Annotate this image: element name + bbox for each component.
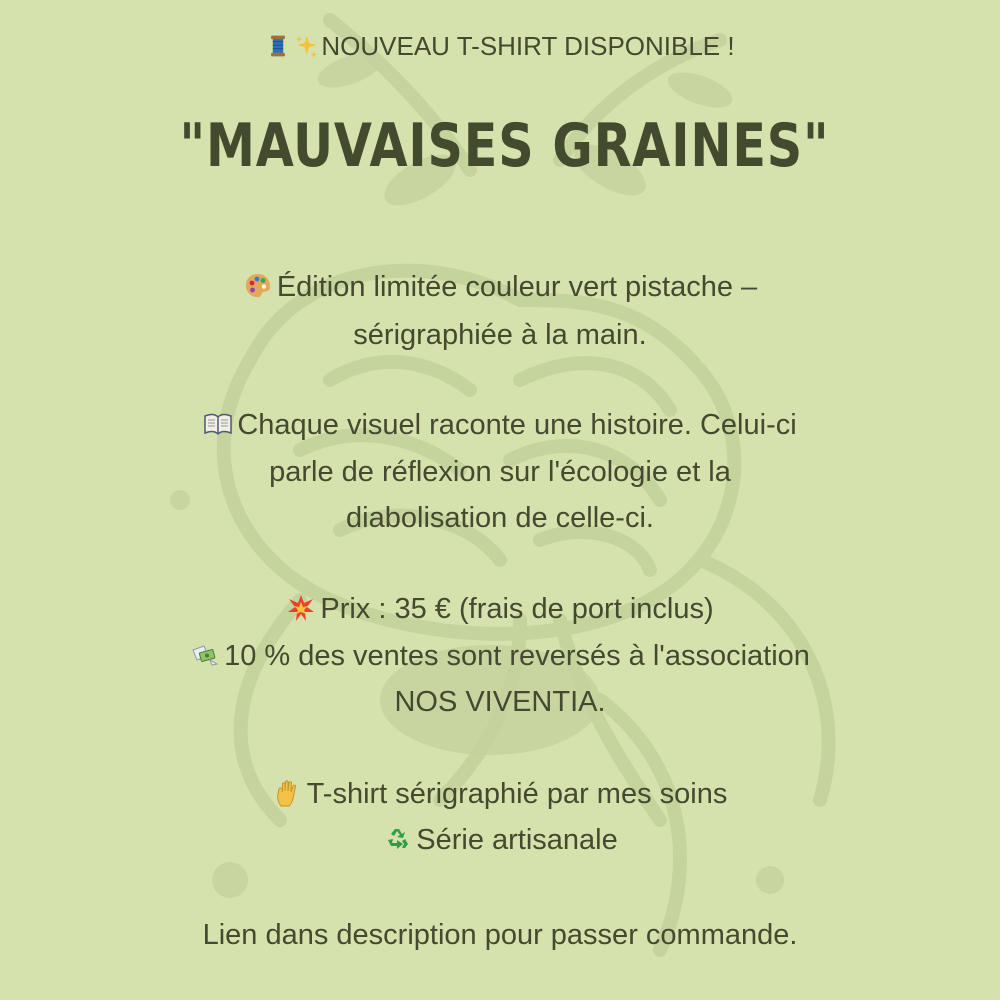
price-line xyxy=(0,592,1000,626)
spool-of-thread-icon xyxy=(265,33,291,59)
artist-palette-icon xyxy=(243,271,273,301)
series-line xyxy=(0,823,1000,857)
recycling-symbol-icon xyxy=(382,824,412,854)
edition-line-2: sérigraphiée à la main. xyxy=(353,319,647,351)
raised-hand-icon xyxy=(273,778,303,808)
collision-icon xyxy=(286,593,316,623)
cta-text: Lien dans description pour passer commande. xyxy=(202,919,798,951)
series-text: Série artisanale xyxy=(416,824,618,856)
edition-text-1: Édition limitée couleur vert pistache – xyxy=(276,271,758,303)
open-book-icon xyxy=(203,409,233,439)
donation-line-1 xyxy=(0,639,1000,673)
handmade-line xyxy=(0,777,1000,811)
money-with-wings-icon xyxy=(190,640,220,670)
story-line-3: diabolisation de celle-ci. xyxy=(346,502,654,534)
story-line-2: parle de réflexion sur l'écologie et la xyxy=(269,456,731,488)
sparkles-icon xyxy=(293,33,319,59)
donation-line-2: NOS VIVENTIA. xyxy=(394,686,606,718)
kicker-text: NOUVEAU T-SHIRT DISPONIBLE ! xyxy=(321,31,735,61)
story-text-1: Chaque visuel raconte une histoire. Celui-ci xyxy=(237,409,797,441)
edition-line-1 xyxy=(0,270,1000,304)
story-line-1 xyxy=(0,408,1000,442)
price-text: Prix : 35 € (frais de port inclus) xyxy=(320,593,714,625)
handmade-text: T-shirt sérigraphié par mes soins xyxy=(306,778,728,810)
donation-text-1: 10 % des ventes sont reversés à l'association xyxy=(224,640,810,672)
product-title: "MAUVAISES GRAINES" xyxy=(179,111,830,181)
kicker-line xyxy=(0,28,1000,64)
